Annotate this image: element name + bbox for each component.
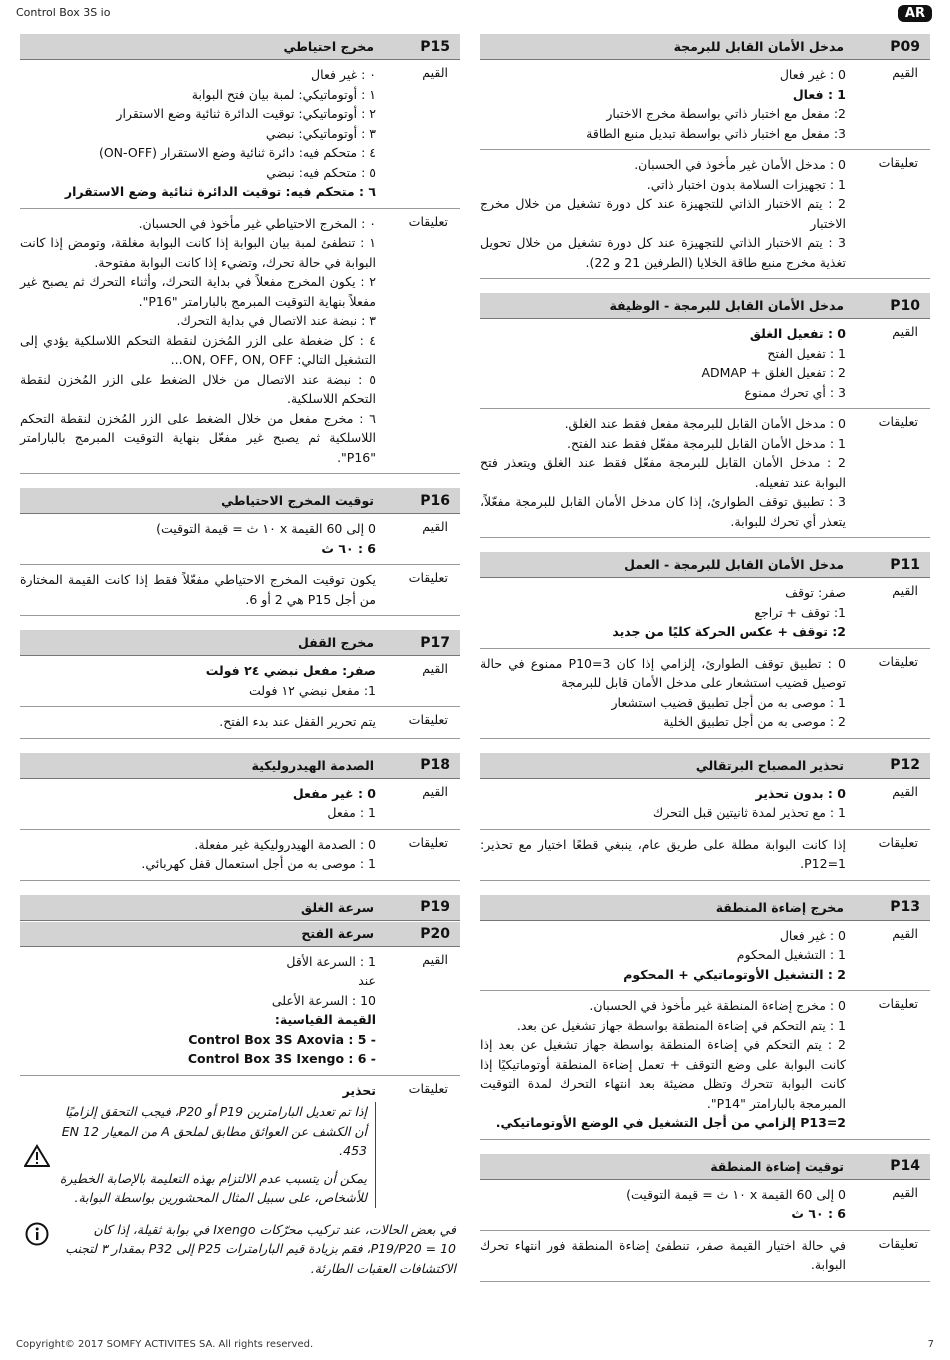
param-code: P17 (420, 634, 450, 651)
row-body (480, 155, 850, 272)
param-header (480, 552, 930, 578)
param-header (20, 488, 460, 514)
param-row (20, 209, 460, 475)
row-body (480, 784, 850, 823)
param-title: توقيت المخرج الاحتياطي (221, 493, 374, 508)
param-block-p13 (480, 895, 930, 1140)
param-code: P10 (890, 297, 920, 314)
row-line: 1 : موصى به من أجل استعمال قفل كهربائي. (141, 856, 376, 871)
param-row (20, 830, 460, 881)
row-line: ٦ : متحكم فيه: توقيت الدائرة ثنائية وضع الاستقرار (64, 184, 376, 199)
left-column (20, 34, 460, 1292)
row-line: 2: مفعل مع اختبار ذاتي بواسطة مخرج الاختبار (606, 106, 846, 121)
row-label: تعليقات (878, 996, 918, 1011)
param-code: P18 (420, 757, 450, 773)
row-line: 0 : غير مفعل (292, 785, 376, 801)
row-line: 0 : مدخل الأمان غير مأخوذ في الحسبان. (634, 157, 846, 172)
warning-paragraph: إذا تم تعديل البارامترين P19 أو P20، فيجب التحقق إلزاميًا أن الكشف عن العوائق مطابق لملحق A من المعيار EN 12 453. (61, 1104, 367, 1158)
param-code: P20 (420, 925, 450, 942)
param-header (480, 293, 930, 319)
row-label: القيم (422, 783, 448, 799)
row-line: 0 : تفعيل الغلق (749, 326, 846, 341)
row-line: P13=2 إلزامي من أجل التشغيل في الوضع الأوتوماتيكي. (495, 1115, 846, 1130)
row-line: 0 : غير فعال (779, 67, 846, 82)
param-row (480, 319, 930, 409)
row-line: 2 : مدخل الأمان القابل للبرمجة مفعّل فقط عند الغلق ويتعذر فتح البوابة عند تفعيله. (480, 455, 846, 490)
row-line: ٣ : نبضة عند الاتصال في بداية التحرك. (176, 313, 376, 328)
warning-text (54, 1102, 375, 1208)
param-row (20, 565, 460, 616)
row-label: تعليقات (408, 213, 448, 229)
row-line: صفر: مفعل نبضي ٢٤ فولت (205, 663, 376, 678)
param-row (20, 656, 460, 707)
row-line: 2 : يتم الاختبار الذاتي للتجهيزة عند كل دورة تشغيل من خلال مخرج الاختبار (480, 196, 846, 231)
row-line: ٦ : مخرج مفعل من خلال الضغط على الزر المُخزن لنقطة التحكم اللاسلكية ثم يصبح غير مفعّل بنهاية التوقيت المبرمج بالبارامتر "P16". (20, 410, 376, 465)
row-line: 1 : فعال (792, 86, 846, 102)
row-line: في حالة اختيار القيمة صفر، تنطفئ إضاءة المنطقة فور انتهاء تحرك البوابة. (480, 1237, 846, 1272)
product-name: Control Box 3S io (16, 6, 111, 19)
row-label: القيم (422, 661, 448, 676)
param-title: مدخل الأمان القابل للبرمجة - الوظيفة (609, 298, 844, 313)
param-header (480, 1154, 930, 1180)
row-label: تعليقات (878, 834, 918, 850)
warning-paragraph: يمكن أن يتسبب عدم الالتزام بهذه التعليمة بالإصابة الخطيرة للأشخاص، على سبيل المثال المحشورين بواسطة البوابة. (59, 1170, 367, 1205)
row-line: القيمة القياسية: (274, 1012, 376, 1027)
param-row (480, 409, 930, 538)
param-row (480, 991, 930, 1140)
param-row (480, 1231, 930, 1282)
param-header (20, 753, 460, 779)
row-line: 1 : موصى به من أجل تطبيق قضيب استشعار (611, 694, 846, 710)
param-code: P11 (890, 556, 920, 573)
info-icon (20, 1220, 54, 1246)
row-label: تعليقات (408, 834, 448, 850)
param-row (480, 779, 930, 830)
warning-title: تحذير (342, 1082, 376, 1098)
row-label: القيم (422, 65, 448, 80)
row-label: القيم (892, 925, 918, 941)
param-title: مدخل الأمان القابل للبرمجة (673, 39, 844, 54)
row-line: ١ : أوتوماتيكي: لمبة بيان فتح البوابة (191, 86, 376, 102)
row-line: 1 : تفعيل الفتح (767, 345, 846, 361)
row-line: 1 : التشغيل المحكوم (736, 947, 846, 962)
info-box (20, 1220, 460, 1279)
param-title: سرعة الفتح (301, 926, 374, 941)
row-body (480, 835, 850, 874)
row-line: 0 إلى 60 القيمة x ١٠ ث = قيمة التوقيت) (626, 1186, 846, 1202)
param-row (480, 150, 930, 279)
param-title: سرعة الغلق (301, 899, 374, 915)
row-body (480, 926, 850, 985)
row-line: - 6 : Control Box 3S Ixengo (187, 1051, 376, 1066)
row-label: تعليقات (878, 653, 918, 669)
copyright: Copyright© 2017 SOMFY ACTIVITES SA. All rights reserved. (16, 1339, 314, 1350)
row-line: ٠ : المخرج الاحتياطي غير مأخوذ في الحسبان. (138, 215, 376, 231)
row-label: القيم (892, 783, 918, 799)
param-block-p14 (480, 1154, 930, 1282)
param-header (20, 895, 460, 921)
row-line: 1: مفعل نبضي ١٢ فولت (248, 682, 376, 698)
row-label: القيم (422, 519, 448, 534)
param-code: P14 (890, 1158, 920, 1174)
row-line: ٥ : متحكم فيه: نبضي (266, 164, 376, 180)
param-row (480, 1180, 930, 1231)
row-line: 10 : السرعة الأعلى (271, 992, 376, 1008)
row-body (480, 1236, 850, 1275)
param-header (20, 921, 460, 947)
row-line: 0 إلى 60 القيمة x ١٠ ث = قيمة التوقيت) (156, 521, 376, 536)
row-line: 3 : أي تحرك ممنوع (744, 384, 846, 400)
row-line: إذا كانت البوابة مطلة على طريق عام، ينبغي قطعًا اختيار مع تحذير: P12=1. (480, 836, 846, 871)
row-label: تعليقات (408, 570, 448, 585)
row-line: 3: مفعل مع اختبار ذاتي بواسطة تبديل منبع الطاقة (586, 125, 846, 141)
param-header (20, 34, 460, 60)
page-number: 7 (927, 1339, 934, 1350)
param-code: P16 (420, 492, 450, 509)
row-label: القيم (892, 1184, 918, 1200)
row-line: 2 : تفعيل الغلق + ADMAP (701, 365, 846, 380)
param-code: P15 (420, 38, 450, 55)
row-line: 0 : بدون تحذير (755, 785, 846, 801)
row-body (480, 654, 850, 732)
row-label: القيم (892, 65, 918, 80)
param-block-p15 (20, 34, 460, 474)
row-line: 2 : التشغيل الأوتوماتيكي + المحكوم (623, 966, 846, 982)
row-line: ٣ : أوتوماتيكي: نبضي (265, 125, 376, 141)
row-line: 1 : يتم التحكم في إضاءة المنطقة بواسطة جهاز تشغيل عن بعد. (516, 1017, 846, 1033)
param-header (480, 895, 930, 921)
row-body (480, 65, 850, 143)
param-title: تحذير المصباح البرتقالي (695, 757, 844, 773)
row-line: 3 : يتم الاختبار الذاتي للتجهيزة عند كل دورة تشغيل من خلال تحويل تغذية مخرج منبع طاقة الخلايا (الطرفين 21 و 22). (480, 235, 846, 270)
param-row (480, 578, 930, 649)
row-body (480, 324, 850, 402)
row-line: ٠ : غير فعال (311, 67, 376, 82)
param-row (20, 1076, 460, 1214)
right-column (480, 34, 930, 1296)
param-title: مخرج احتياطي (283, 39, 374, 54)
row-line: - 5 : Control Box 3S Axovia (188, 1031, 376, 1047)
row-line: 1: توقف + تراجع (754, 604, 846, 620)
row-line: ٤ : متحكم فيه: دائرة ثنائية وضع الاستقرار (ON-OFF) (98, 145, 376, 160)
param-row (20, 60, 460, 209)
row-label: تعليقات (408, 1080, 448, 1096)
param-block-p17 (20, 630, 460, 739)
row-label: تعليقات (878, 1235, 918, 1251)
row-line: 6 : ٦٠ ث (791, 1206, 846, 1221)
param-code: P12 (890, 757, 920, 773)
row-line: يكون توقيت المخرج الاحتياطي مفعّلاً فقط إذا كانت القيمة المختارة من أجل P15 هي 2 أو 6. (20, 572, 376, 607)
row-line: 6 : ٦٠ ث (321, 540, 376, 556)
param-block-p18 (20, 753, 460, 881)
row-line: 1 : مفعل (327, 805, 376, 820)
row-body (20, 952, 380, 1069)
param-row (20, 779, 460, 830)
param-block-p10 (480, 293, 930, 538)
row-line: ٢ : يكون المخرج مفعلاً في بداية التحرك، وأثناء التحرك ثم يصبح غير مفعلاً بنهاية التوقيت المبرمج بالبارامتر "P16". (20, 274, 376, 309)
row-line: 2: توقف + عكس الحركة كليًا من جديد (612, 624, 846, 639)
row-body (480, 583, 850, 642)
row-line: 0 : تطبيق توقف الطوارئ، إلزامي إذا كان P10=3 ممنوع في حالة توصيل قضيب استشعار على مدخل الأمان قابل للبرمجة (480, 655, 846, 690)
row-label: تعليقات (408, 712, 448, 727)
row-line: 0 : مدخل الأمان القابل للبرمجة مفعل فقط عند الغلق. (564, 416, 846, 431)
row-body (20, 570, 380, 609)
param-row (20, 947, 460, 1076)
param-code: P19 (420, 899, 450, 915)
param-title: مدخل الأمان القابل للبرمجة - العمل (624, 557, 844, 572)
row-line: 1 : السرعة الأقل (286, 953, 376, 969)
warning-box (20, 1102, 376, 1208)
param-block-p09 (480, 34, 930, 279)
row-line: ٤ : كل ضغطة على الزر المُخزن لنقطة التحكم اللاسلكية يؤدي إلى التشغيل التالي: ON, OFF, ON, OFF... (20, 332, 376, 367)
warning-icon (20, 1102, 54, 1168)
row-label: القيم (892, 324, 918, 339)
row-body (20, 784, 380, 823)
row-label: تعليقات (878, 155, 918, 170)
row-line: 2 : موصى به من أجل تطبيق الخلية (663, 714, 846, 729)
param-header (480, 34, 930, 60)
row-line: ١ : تنطفئ لمبة بيان البوابة إذا كانت البوابة مغلقة، وتومض إذا كانت البوابة في حالة تحرك، وتضيء إذا كانت البوابة مفتوحة. (20, 235, 376, 270)
row-line: يتم تحرير القفل عند بدء الفتح. (219, 714, 376, 729)
row-body (20, 661, 380, 700)
row-body (20, 835, 380, 874)
param-code: P13 (890, 899, 920, 915)
row-line: عند (358, 973, 376, 988)
param-row (480, 649, 930, 739)
param-block-p19 (20, 895, 460, 1279)
param-row (20, 514, 460, 565)
row-line: 1 : مدخل الأمان القابل للبرمجة مفعّل فقط عند الفتح. (567, 435, 846, 451)
row-body (20, 519, 380, 558)
row-body (20, 712, 380, 732)
param-row (480, 921, 930, 992)
row-body (20, 214, 380, 468)
row-label: القيم (422, 951, 448, 967)
param-code: P09 (890, 38, 920, 55)
row-line: 0 : الصدمة الهيدروليكية غير مفعلة. (194, 836, 376, 852)
row-line: صفر: توقف (785, 585, 846, 600)
param-title: مخرج القفل (297, 635, 374, 650)
info-text: في بعض الحالات، عند تركيب محرّكات Ixengo في بوابة ثقيلة، إذا كان P19/P20 = 10، فقم بزيادة قيم البارامترات P25 إلى P32 بمقدار ٣ لتجنب الاكتشافات العقبات الطارئة. (65, 1221, 456, 1276)
param-block-p12 (480, 753, 930, 881)
row-line: 1 : مع تحذير لمدة ثانيتين قبل التحرك (652, 805, 846, 820)
language-badge: AR (898, 5, 932, 22)
param-block-p11 (480, 552, 930, 739)
param-row (20, 707, 460, 739)
param-title: الصدمة الهيدروليكية (251, 757, 374, 773)
row-body (20, 65, 380, 202)
row-line: ٢ : أوتوماتيكي: توقيت الدائرة ثنائية وضع الاستقرار (116, 106, 376, 121)
row-line: 0 : مخرج إضاءة المنطقة غير مأخوذ في الحسبان. (589, 998, 846, 1013)
param-header (20, 630, 460, 656)
row-body (480, 996, 850, 1133)
param-title: توقيت إضاءة المنطقة (710, 1158, 844, 1174)
param-title: مخرج إضاءة المنطقة (715, 899, 844, 915)
param-row (480, 60, 930, 150)
param-block-p16 (20, 488, 460, 616)
row-label: القيم (892, 583, 918, 598)
param-row (480, 830, 930, 881)
row-line: 1 : تجهيزات السلامة بدون اختبار ذاتي. (646, 176, 846, 192)
row-body (20, 1081, 380, 1208)
row-line: 2 : يتم التحكم في إضاءة المنطقة بواسطة جهاز تشغيل عن بعد إذا كانت البوابة على وضع التوقف + تعمل إضاءة المنطقة أوتوماتيكيًا إذا كانت البوابة تتحرك وتظل مضيئة بعد انتهاء التحرك لمدة التوقيت المبرمجة بالبارامتر "P14". (480, 1037, 846, 1111)
row-body (480, 1185, 850, 1224)
param-header (480, 753, 930, 779)
row-line: ٥ : نبضة عند الاتصال من خلال الضغط على الزر المُخزن لنقطة التحكم اللاسلكية. (20, 371, 376, 406)
row-line: 3 : تطبيق توقف الطوارئ، إذا كان مدخل الأمان القابل للبرمجة مفعّلاً، يتعذر أي تحرك للبوابة. (480, 494, 846, 529)
row-line: 0 : غير فعال (779, 927, 846, 943)
row-body (480, 414, 850, 531)
row-label: تعليقات (878, 414, 918, 429)
